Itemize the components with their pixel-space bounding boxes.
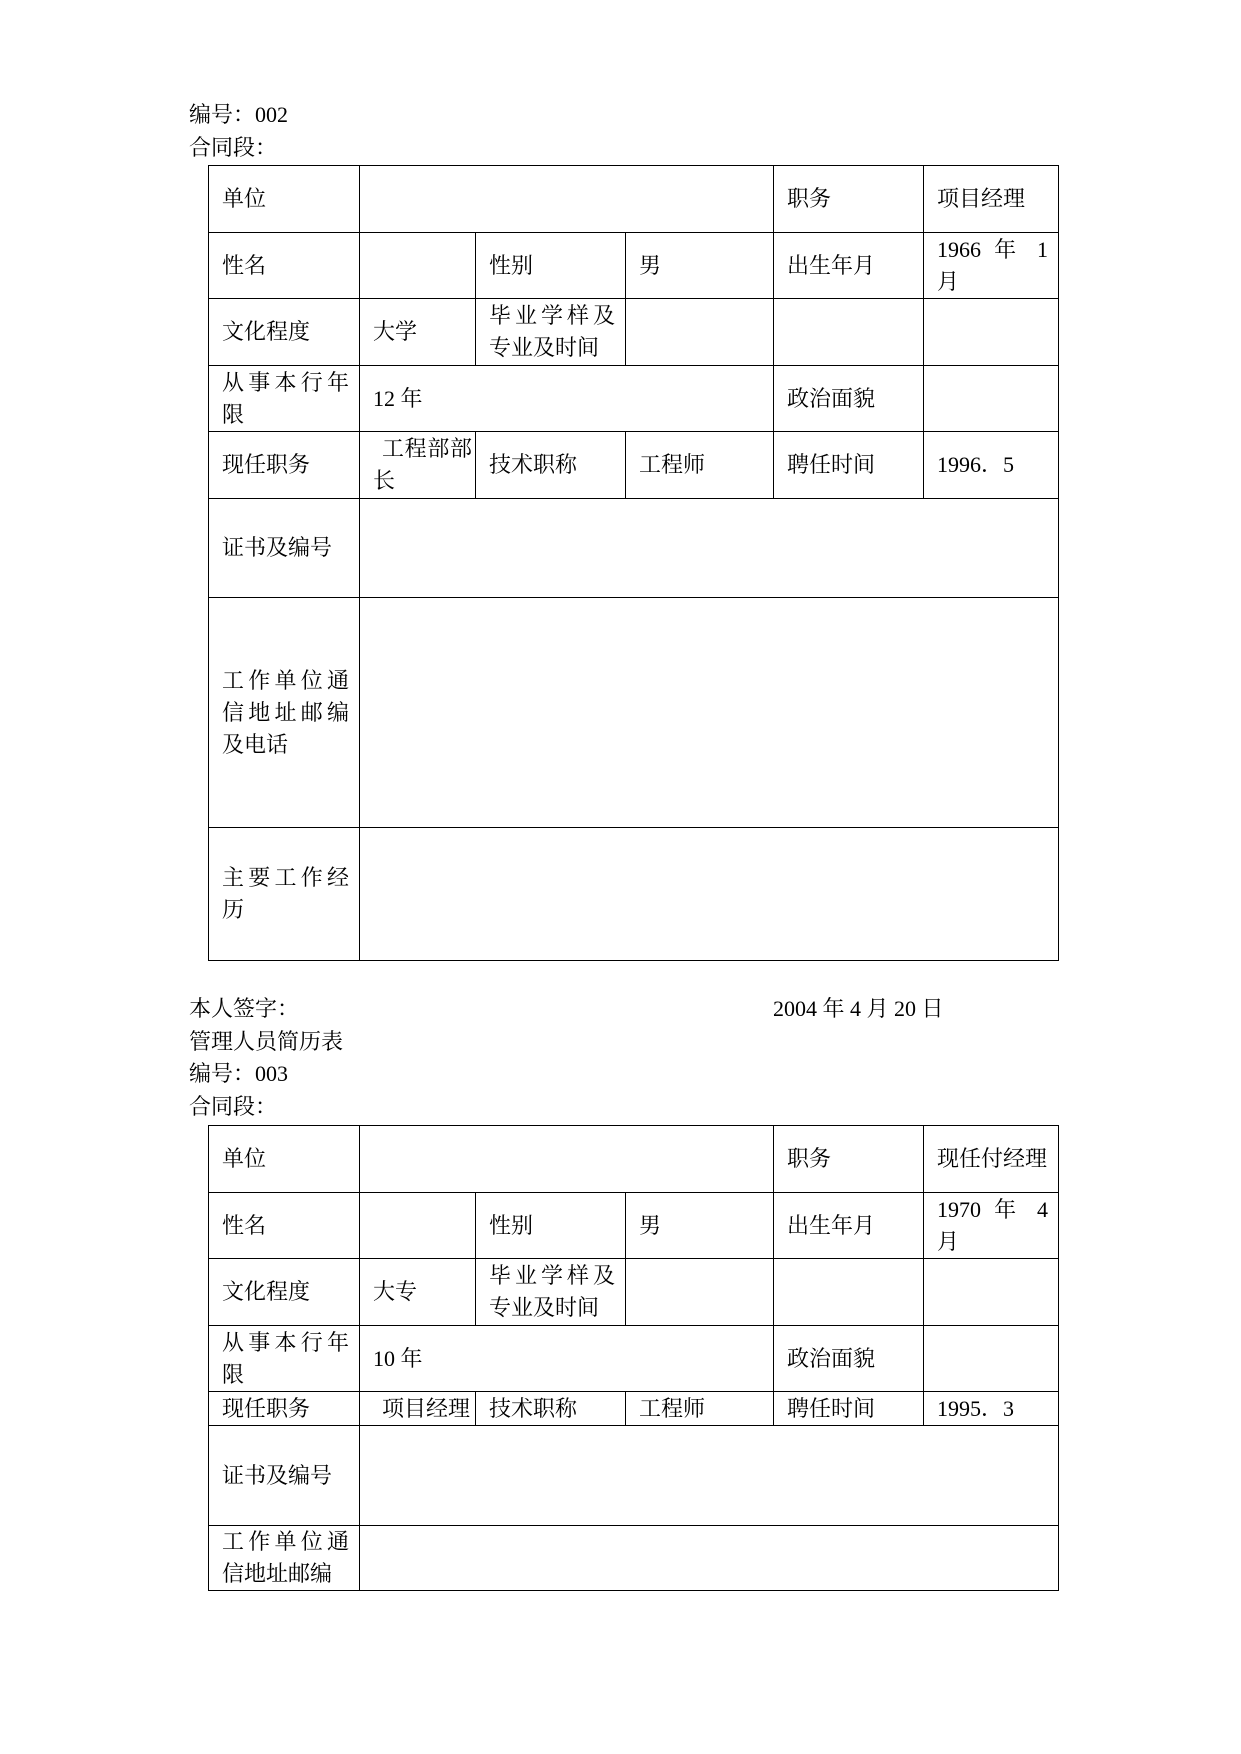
years-label: 从事本行年限 — [209, 1326, 360, 1392]
name-label: 性名 — [209, 1193, 360, 1259]
gender-label: 性别 — [476, 233, 626, 299]
tech-title-label: 技术职称 — [476, 432, 626, 499]
row-years — [209, 1326, 1059, 1392]
appointment-value: 1996．5 — [924, 432, 1059, 499]
graduation-value-cell — [626, 299, 774, 366]
birth-label: 出生年月 — [774, 1193, 924, 1259]
form-number: 编号：002 — [189, 102, 289, 127]
education-value: 大专 — [360, 1259, 476, 1326]
certificate-value-cell — [360, 1426, 1059, 1526]
signature-line — [189, 993, 944, 1026]
row-education — [209, 299, 1059, 366]
experience-label: 主要工作经历 — [209, 828, 360, 961]
row-years — [209, 366, 1059, 432]
unit-value-cell — [360, 166, 774, 233]
row-education — [209, 1259, 1059, 1326]
education-value: 大学 — [360, 299, 476, 366]
gender-value: 男 — [626, 1193, 774, 1259]
appointment-value: 1995．3 — [924, 1392, 1059, 1426]
row-name — [209, 233, 1059, 299]
row-certificate — [209, 1426, 1059, 1526]
appointment-label: 聘任时间 — [774, 432, 924, 499]
tech-title-value: 工程师 — [626, 432, 774, 499]
graduation-label: 毕业学样及专业及时间 — [476, 299, 626, 366]
education-label: 文化程度 — [209, 1259, 360, 1326]
certificate-label: 证书及编号 — [209, 1426, 360, 1526]
title-label: 职务 — [774, 166, 924, 233]
certificate-value-cell — [360, 499, 1059, 598]
unit-label: 单位 — [209, 166, 360, 233]
position-label: 现任职务 — [209, 1392, 360, 1426]
row-address — [209, 1526, 1059, 1591]
title-label: 职务 — [774, 1126, 924, 1193]
row-certificate — [209, 499, 1059, 598]
empty-cell — [924, 299, 1059, 366]
address-value-cell — [360, 598, 1059, 828]
form-title: 管理人员简历表 — [189, 1028, 344, 1054]
address-label: 工作单位通信地址邮编及电话 — [209, 598, 360, 828]
appointment-label: 聘任时间 — [774, 1392, 924, 1426]
name-value-cell — [360, 233, 476, 299]
resume-table — [208, 1125, 1059, 1591]
empty-cell — [774, 299, 924, 366]
years-value: 12 年 — [360, 366, 774, 432]
graduation-value-cell — [626, 1259, 774, 1326]
title-value: 项目经理 — [924, 166, 1059, 233]
birth-value: 1970 年 4 月 — [924, 1193, 1059, 1259]
graduation-label: 毕业学样及专业及时间 — [476, 1259, 626, 1326]
address-label: 工作单位通信地址邮编 — [209, 1526, 360, 1591]
gender-label: 性别 — [476, 1193, 626, 1259]
name-label: 性名 — [209, 233, 360, 299]
address-value-cell — [360, 1526, 1059, 1591]
certificate-label: 证书及编号 — [209, 499, 360, 598]
experience-value-cell — [360, 828, 1059, 961]
form-002-header — [189, 99, 288, 164]
political-value-cell — [924, 1326, 1059, 1392]
row-experience — [209, 828, 1059, 961]
tech-title-value: 工程师 — [626, 1392, 774, 1426]
empty-cell — [774, 1259, 924, 1326]
position-value: 工程部部长 — [360, 432, 476, 499]
political-label: 政治面貌 — [774, 366, 924, 432]
tech-title-label: 技术职称 — [476, 1392, 626, 1426]
name-value-cell — [360, 1193, 476, 1259]
political-value-cell — [924, 366, 1059, 432]
birth-value: 1966 年 1 月 — [924, 233, 1059, 299]
contract-section-label: 合同段： — [189, 134, 278, 160]
resume-table — [208, 165, 1059, 961]
signature-and-form-003-header — [189, 993, 944, 1123]
birth-label: 出生年月 — [774, 233, 924, 299]
unit-value-cell — [360, 1126, 774, 1193]
row-unit — [209, 166, 1059, 233]
row-address — [209, 598, 1059, 828]
position-value: 项目经理 — [360, 1392, 476, 1426]
position-label: 现任职务 — [209, 432, 360, 499]
row-position — [209, 1392, 1059, 1426]
education-label: 文化程度 — [209, 299, 360, 366]
signature-date: 2004 年 4 月 20 日 — [773, 996, 944, 1021]
row-position — [209, 432, 1059, 499]
unit-label: 单位 — [209, 1126, 360, 1193]
contract-section-label: 合同段： — [189, 1093, 278, 1119]
years-label: 从事本行年限 — [209, 366, 360, 432]
empty-cell — [924, 1259, 1059, 1326]
political-label: 政治面貌 — [774, 1326, 924, 1392]
signature-label: 本人签字： — [189, 996, 300, 1021]
gender-value: 男 — [626, 233, 774, 299]
row-unit — [209, 1126, 1059, 1193]
row-name — [209, 1193, 1059, 1259]
title-value: 现任付经理 — [924, 1126, 1059, 1193]
form-number: 编号：003 — [189, 1061, 289, 1086]
years-value: 10 年 — [360, 1326, 774, 1392]
